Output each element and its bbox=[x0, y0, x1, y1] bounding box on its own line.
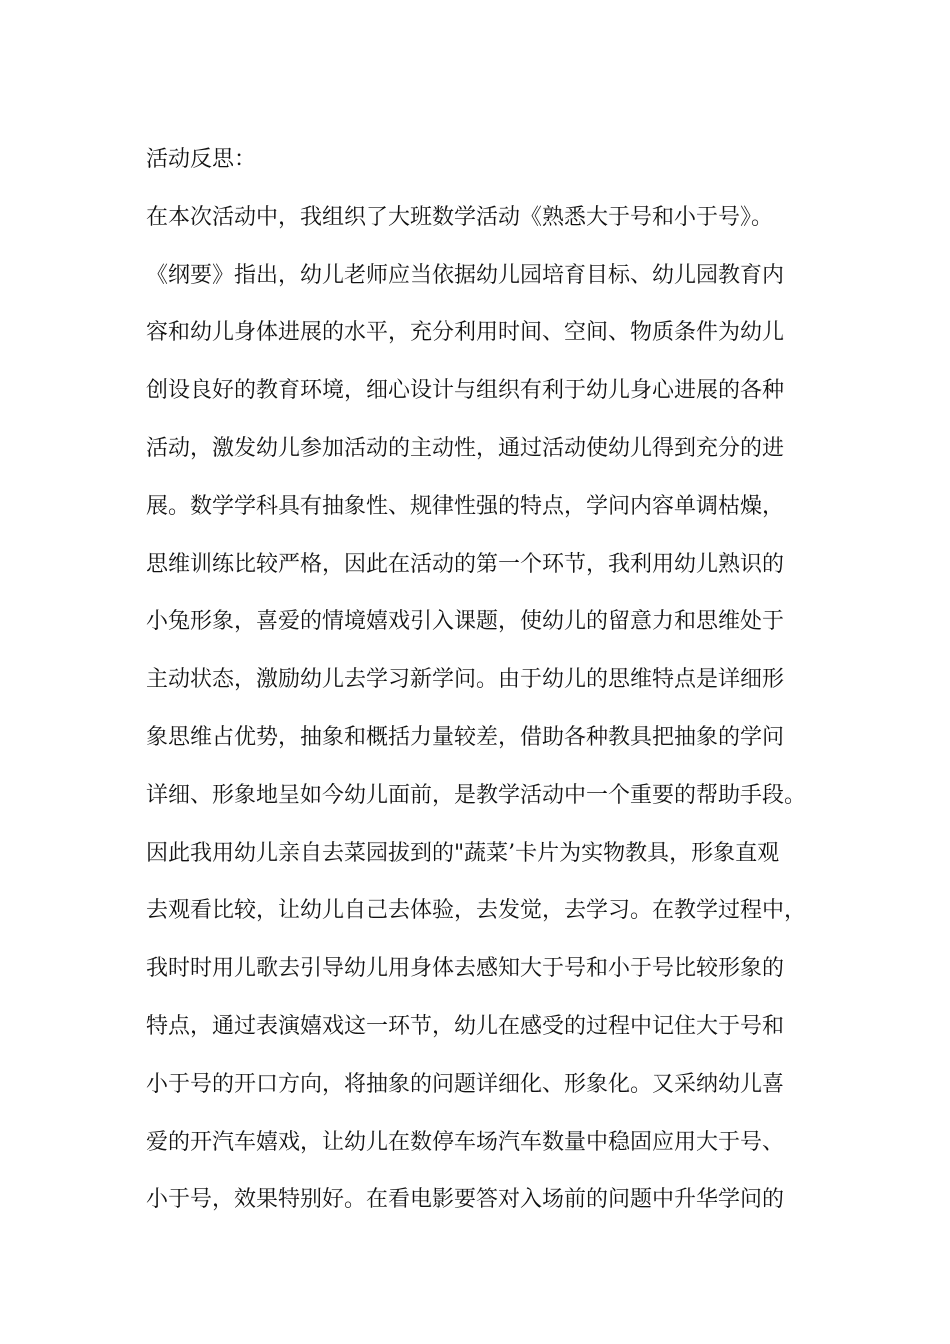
paragraph-line: 展。数学学科具有抽象性、规律性强的特点，学问内容单调枯燥， bbox=[146, 493, 785, 519]
section-heading: 活动反思： bbox=[146, 147, 257, 172]
paragraph-line: 详细、形象地呈如今幼儿面前，是教学活动中一个重要的帮助手段。 bbox=[146, 782, 807, 808]
paragraph-line: 主动状态，激励幼儿去学习新学问。由于幼儿的思维特点是详细形 bbox=[146, 667, 785, 693]
paragraph-line: 小兔形象，喜爱的情境嬉戏引入课题，使幼儿的留意力和思维处于 bbox=[146, 609, 785, 635]
paragraph-line: 去观看比较，让幼儿自己去体验，去发觉，去学习。在教学过程中， bbox=[146, 898, 807, 924]
document-body bbox=[146, 131, 836, 1229]
paragraph-line: 爱的开汽车嬉戏，让幼儿在数停车场汽车数量中稳固应用大于号、 bbox=[146, 1129, 785, 1155]
paragraph-line: 特点，通过表演嬉戏这一环节，幼儿在感受的过程中记住大于号和 bbox=[146, 1013, 785, 1039]
paragraph-line: 《纲要》指出，幼儿老师应当依据幼儿园培育目标、幼儿园教育内 bbox=[146, 262, 785, 288]
paragraph-line: 象思维占优势，抽象和概括力量较差，借助各种教具把抽象的学问 bbox=[146, 724, 785, 750]
paragraph-line: 思维训练比较严格，因此在活动的第一个环节，我利用幼儿熟识的 bbox=[146, 551, 785, 577]
paragraph-line: 因此我用幼儿亲自去菜园拔到的"蔬菜’卡片为实物教具，形象直观 bbox=[146, 840, 780, 866]
paragraph-line: 小于号，效果特别好。在看电影要答对入场前的问题中升华学问的 bbox=[146, 1187, 785, 1213]
paragraph-line: 创设良好的教育环境，细心设计与组织有利于幼儿身心进展的各种 bbox=[146, 378, 785, 404]
paragraph-line: 小于号的开口方向，将抽象的问题详细化、形象化。又采纳幼儿喜 bbox=[146, 1071, 785, 1097]
paragraph-line: 容和幼儿身体进展的水平，充分利用时间、空间、物质条件为幼儿 bbox=[146, 320, 785, 346]
paragraph-line: 活动，激发幼儿参加活动的主动性，通过活动使幼儿得到充分的进 bbox=[146, 435, 785, 461]
paragraph-line: 我时时用儿歌去引导幼儿用身体去感知大于号和小于号比较形象的 bbox=[146, 956, 785, 982]
paragraph-line: 在本次活动中，我组织了大班数学活动《熟悉大于号和小于号》。 bbox=[146, 204, 774, 230]
